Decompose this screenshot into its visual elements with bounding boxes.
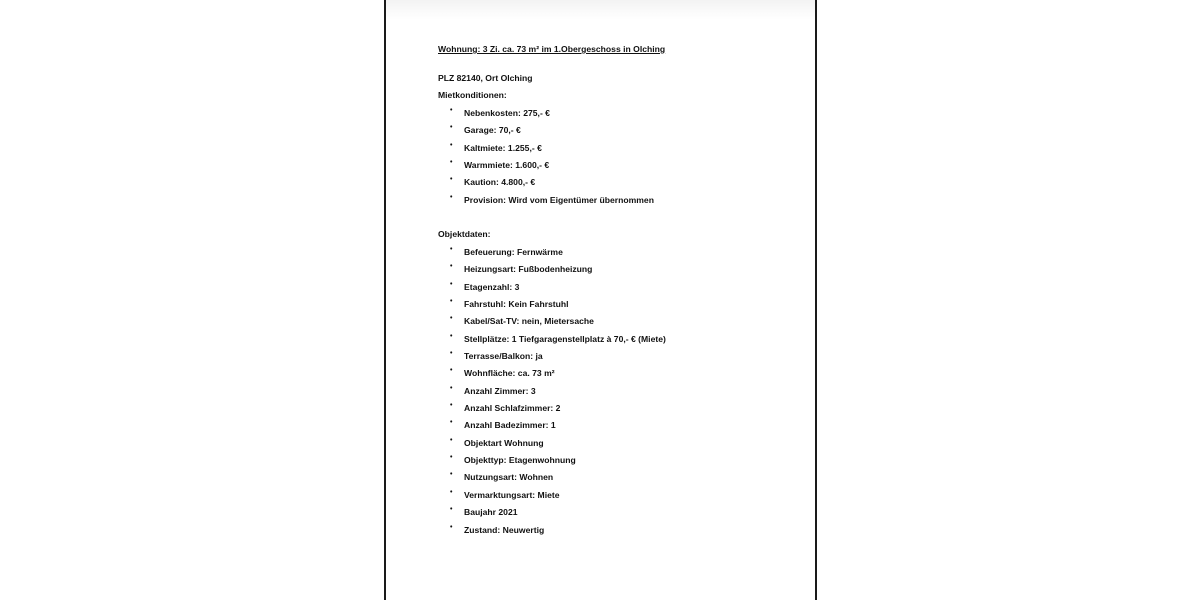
object-data-item-text: Anzahl Zimmer: 3 — [464, 385, 536, 396]
object-data-item — [438, 316, 808, 333]
object-data-item — [438, 247, 808, 264]
object-data-item-text: Vermarktungsart: Miete — [464, 489, 560, 500]
object-data-item-text: Objektart Wohnung — [464, 437, 544, 448]
bullet-icon: • — [450, 454, 453, 462]
bullet-icon: • — [450, 506, 453, 514]
bullet-icon: • — [450, 141, 453, 149]
object-data-item-text: Stellplätze: 1 Tiefgaragenstellplatz à 70,- € (Miete) — [464, 333, 666, 344]
bullet-icon: • — [450, 107, 453, 114]
rent-conditions-heading: Mietkonditionen: — [438, 90, 507, 100]
bullet-icon: • — [450, 471, 453, 479]
object-data-item-text: Zustand: Neuwertig — [464, 524, 545, 535]
object-data-item-text: Kabel/Sat-TV: nein, Mietersache — [464, 316, 594, 327]
object-data-item — [438, 438, 808, 455]
rent-condition-item — [438, 125, 808, 142]
object-data-item-text: Terrasse/Balkon: ja — [464, 351, 543, 362]
object-data-item-text: Wohnfläche: ca. 73 m² — [464, 368, 555, 379]
bullet-icon: • — [450, 263, 453, 271]
object-data-item-text: Anzahl Badezimmer: 1 — [464, 420, 556, 431]
bullet-icon: • — [450, 124, 453, 132]
bullet-icon: • — [450, 488, 453, 496]
bullet-icon: • — [450, 402, 453, 410]
document-page — [384, 0, 817, 600]
object-data-item-text: Heizungsart: Fußbodenheizung — [464, 264, 593, 275]
rent-condition-item — [438, 143, 808, 160]
object-data-item-text: Befeuerung: Fernwärme — [464, 247, 563, 257]
object-data-item — [438, 386, 808, 403]
bullet-icon: • — [450, 176, 453, 184]
object-data-item — [438, 368, 808, 385]
bullet-icon: • — [450, 523, 453, 531]
bullet-icon: • — [450, 315, 453, 323]
object-data-item — [438, 507, 808, 524]
rent-condition-item — [438, 160, 808, 177]
bullet-icon: • — [450, 350, 453, 358]
bullet-icon: • — [450, 159, 453, 167]
object-data-item — [438, 525, 808, 542]
bullet-icon: • — [450, 332, 453, 340]
rent-conditions-list — [438, 108, 808, 212]
page-top-shadow — [386, 0, 815, 20]
bullet-icon: • — [450, 419, 453, 427]
rent-condition-item-text: Nebenkosten: 275,- € — [464, 108, 550, 118]
object-data-item — [438, 351, 808, 368]
object-data-item-text: Baujahr 2021 — [464, 507, 518, 518]
object-data-item-text: Etagenzahl: 3 — [464, 281, 520, 292]
rent-condition-item-text: Provision: Wird vom Eigentümer übernommen — [464, 194, 654, 205]
rent-condition-item-text: Kaltmiete: 1.255,- € — [464, 142, 542, 153]
rent-condition-item-text: Warmmiete: 1.600,- € — [464, 160, 550, 171]
object-data-item — [438, 403, 808, 420]
location-line: PLZ 82140, Ort Olching — [438, 73, 533, 83]
object-data-item-text: Objekttyp: Etagenwohnung — [464, 455, 576, 466]
bullet-icon: • — [450, 193, 453, 201]
object-data-item-text: Nutzungsart: Wohnen — [464, 472, 554, 483]
object-data-item — [438, 299, 808, 316]
object-data-item — [438, 490, 808, 507]
bullet-icon: • — [450, 298, 453, 306]
object-data-item — [438, 472, 808, 489]
rent-condition-item-text: Kaution: 4.800,- € — [464, 177, 536, 188]
object-data-list — [438, 247, 808, 542]
rent-condition-item — [438, 177, 808, 194]
bullet-icon: • — [450, 246, 453, 253]
bullet-icon: • — [450, 280, 453, 288]
object-data-item — [438, 334, 808, 351]
document-title: Wohnung: 3 Zi. ca. 73 m² im 1.Obergeschoss in Olching — [438, 44, 666, 54]
object-data-heading: Objektdaten: — [438, 229, 491, 239]
object-data-item — [438, 282, 808, 299]
bullet-icon: • — [450, 367, 453, 375]
bullet-icon: • — [450, 384, 453, 392]
bullet-icon: • — [450, 436, 453, 444]
object-data-item — [438, 264, 808, 281]
object-data-item-text: Anzahl Schlafzimmer: 2 — [464, 403, 561, 414]
rent-condition-item — [438, 195, 808, 212]
object-data-item — [438, 420, 808, 437]
rent-condition-item — [438, 108, 808, 125]
rent-condition-item-text: Garage: 70,- € — [464, 125, 521, 136]
object-data-item-text: Fahrstuhl: Kein Fahrstuhl — [464, 299, 569, 310]
object-data-item — [438, 455, 808, 472]
